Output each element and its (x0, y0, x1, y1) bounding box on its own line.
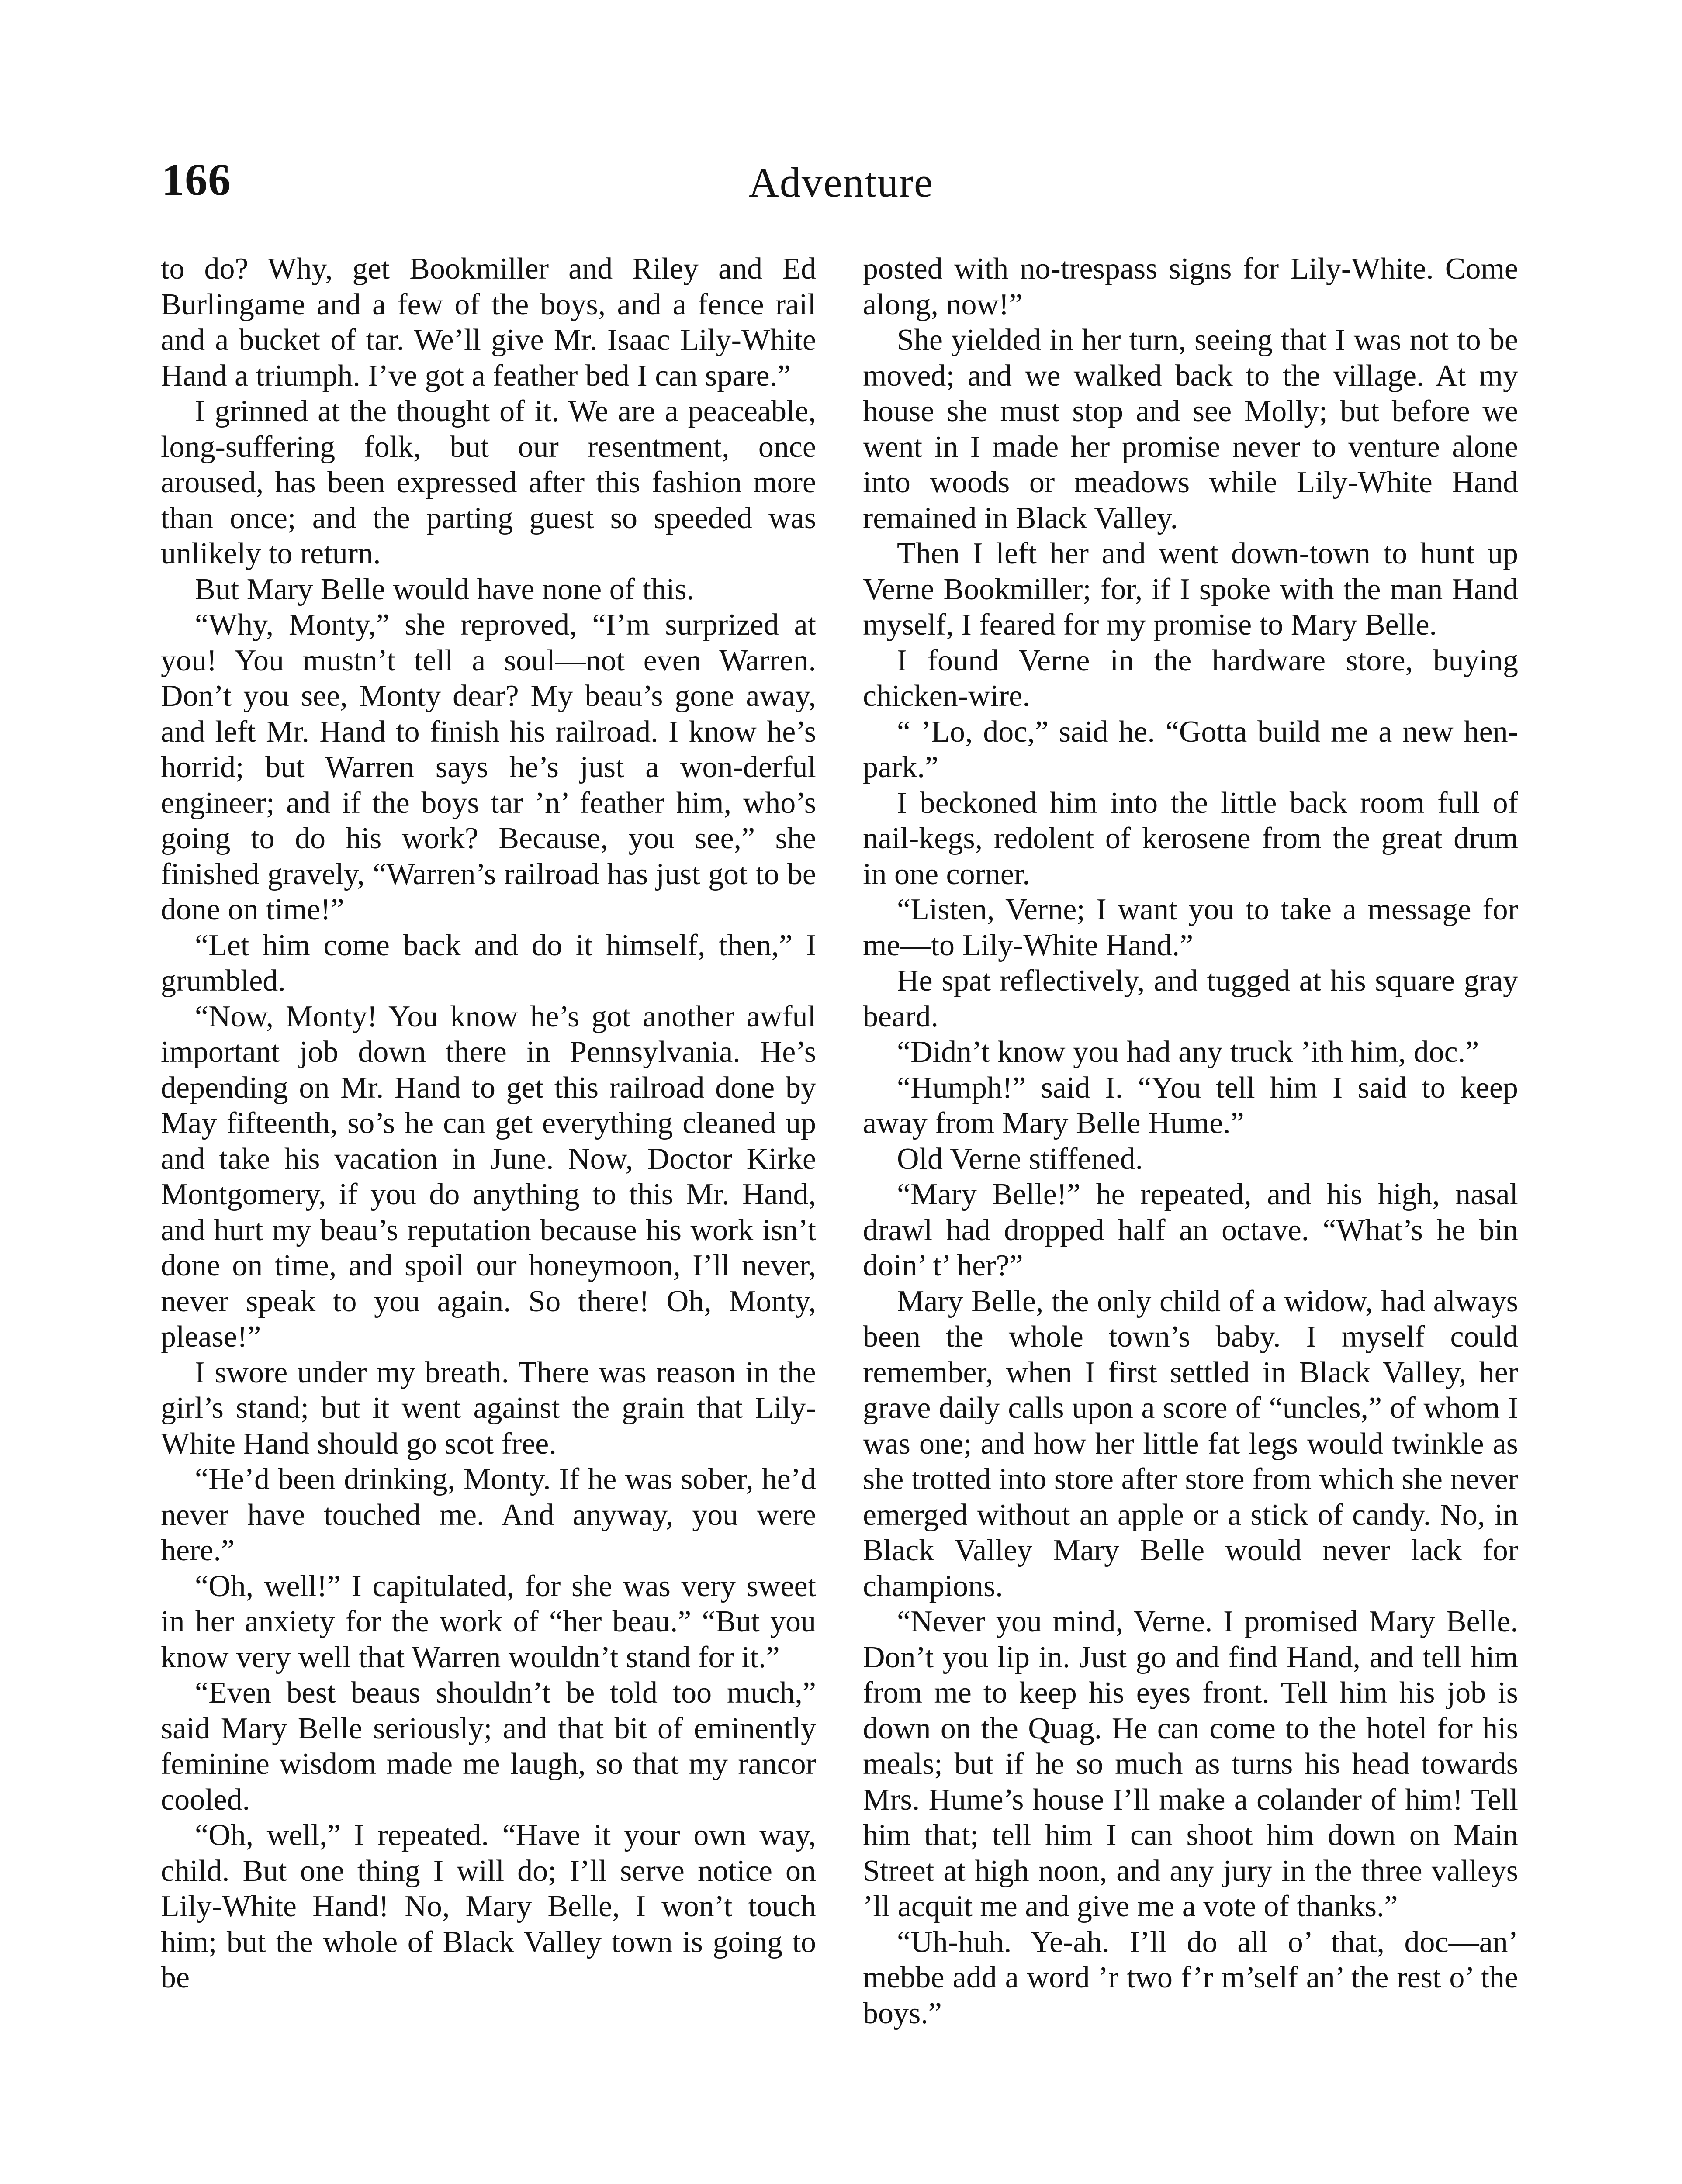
paragraph: to do? Why, get Bookmiller and Riley and Ed Burlingame and a few of the boys, and a fence rail and a bucket of tar. We’ll give Mr. Isaac Lily-White Hand a triumph. I’ve got a feather bed I can spare.” (161, 252, 816, 393)
paragraph: “Oh, well!” I capitulated, for she was very sweet in her anxiety for the work of “her beau.” “But you know very well that Warren wouldn’t stand for it.” (161, 1569, 816, 1674)
paragraph: “Why, Monty,” she reproved, “I’m surprized at you! You mustn’t tell a soul—not even Warren. Don’t you see, Monty dear? My beau’s gone away, and left Mr. Hand to finish his railroad. I know he’s horrid; but Warren says he’s just a won-derful engineer; and if the boys tar ’n’ feather him, who’s going to do his work? Because, you see,” she finished gravely, “Warren’s railroad has just got to be done on time!” (161, 608, 816, 926)
paragraph: “ ’Lo, doc,” said he. “Gotta build me a new hen-park.” (863, 715, 1518, 784)
paragraph: “Now, Monty! You know he’s got another awful important job down there in Pennsylvania. He’s depending on Mr. Hand to get this railroad done by May fifteenth, so’s he can get everything cleaned up and take his vacation in June. Now, Doctor Kirke Montgomery, if you do anything to this Mr. Hand, and hurt my beau’s reputation because his work isn’t done on time, and spoil our honeymoon, I’ll never, never speak to you again. So there! Oh, Monty, please!” (161, 999, 816, 1354)
running-head: Adventure (748, 159, 934, 206)
paragraph: She yielded in her turn, seeing that I was not to be moved; and we walked back to the village. At my house she must stop and see Molly; but before we went in I made her promise never to venture alone into woods or meadows while Lily-White Hand remained in Black Valley. (863, 323, 1518, 535)
paragraph: Old Verne stiffened. (897, 1142, 1143, 1176)
paragraph: I grinned at the thought of it. We are a peaceable, long-suffering folk, but our resentment, once aroused, has been expressed after this fashion more than once; and the parting guest so speeded was unlikely to return. (161, 394, 816, 570)
paragraph: Then I left her and went down-town to hunt up Verne Bookmiller; for, if I spoke with the man Hand myself, I feared for my promise to Mary Belle. (863, 537, 1518, 642)
paragraph: “Oh, well,” I repeated. “Have it your own way, child. But one thing I will do; I’ll serve notice on Lily-White Hand! No, Mary Belle, I won’t touch him; but the whole of Black Valley town is going to be (161, 1818, 816, 1994)
paragraph: “Humph!” said I. “You tell him I said to keep away from Mary Belle Hume.” (863, 1071, 1518, 1140)
paragraph: “Even best beaus shouldn’t be told too much,” said Mary Belle seriously; and that bit of eminently feminine wisdom made me laugh, so that my rancor cooled. (161, 1676, 816, 1817)
paragraph: “Let him come back and do it himself, then,” I grumbled. (161, 928, 816, 998)
paragraph: He spat reflectively, and tugged at his square gray beard. (863, 964, 1518, 1033)
paragraph: I swore under my breath. There was reason in the girl’s stand; but it went against the grain that Lily-White Hand should go scot free. (161, 1355, 816, 1461)
paragraph: “Didn’t know you had any truck ’ith him, doc.” (897, 1035, 1479, 1069)
page-number: 166 (162, 155, 231, 205)
paragraph: Mary Belle, the only child of a widow, had always been the whole town’s baby. I myself could remember, when I first settled in Black Valley, her grave daily calls upon a score of “uncles,” of whom I was one; and how her little fat legs would twinkle as she trotted into store after store from which she never emerged without an apple or a stick of candy. No, in Black Valley Mary Belle would never lack for champions. (863, 1284, 1518, 1603)
paragraph: “Uh-huh. Ye-ah. I’ll do all o’ that, doc—an’ mebbe add a word ’r two f’r m’self an’ the rest o’ the boys.” (863, 1925, 1518, 2030)
paragraph: “Listen, Verne; I want you to take a message for me—to Lily-White Hand.” (863, 893, 1518, 962)
right-column (863, 251, 1518, 2184)
left-column (161, 251, 816, 2184)
paragraph: posted with no-trespass signs for Lily-White. Come along, now!” (863, 252, 1518, 321)
paragraph: “Mary Belle!” he repeated, and his high, nasal drawl had dropped half an octave. “What’s he bin doin’ t’ her?” (863, 1178, 1518, 1282)
paragraph: I found Verne in the hardware store, buying chicken-wire. (863, 643, 1518, 713)
paragraph: But Mary Belle would have none of this. (195, 572, 695, 606)
paragraph: “Never you mind, Verne. I promised Mary Belle. Don’t you lip in. Just go and find Hand, and tell him from me to keep his eyes front. Tell him his job is down on the Quag. He can come to the hotel for his meals; but if he so much as turns his head towards Mrs. Hume’s house I’ll make a colander of him! Tell him that; tell him I can shoot him down on Main Street at high noon, and any jury in the three valleys ’ll acquit me and give me a vote of thanks.” (863, 1605, 1518, 1923)
paragraph: “He’d been drinking, Monty. If he was sober, he’d never have touched me. And anyway, you were here.” (161, 1462, 816, 1567)
paragraph: I beckoned him into the little back room full of nail-kegs, redolent of kerosene from the great drum in one corner. (863, 786, 1518, 891)
